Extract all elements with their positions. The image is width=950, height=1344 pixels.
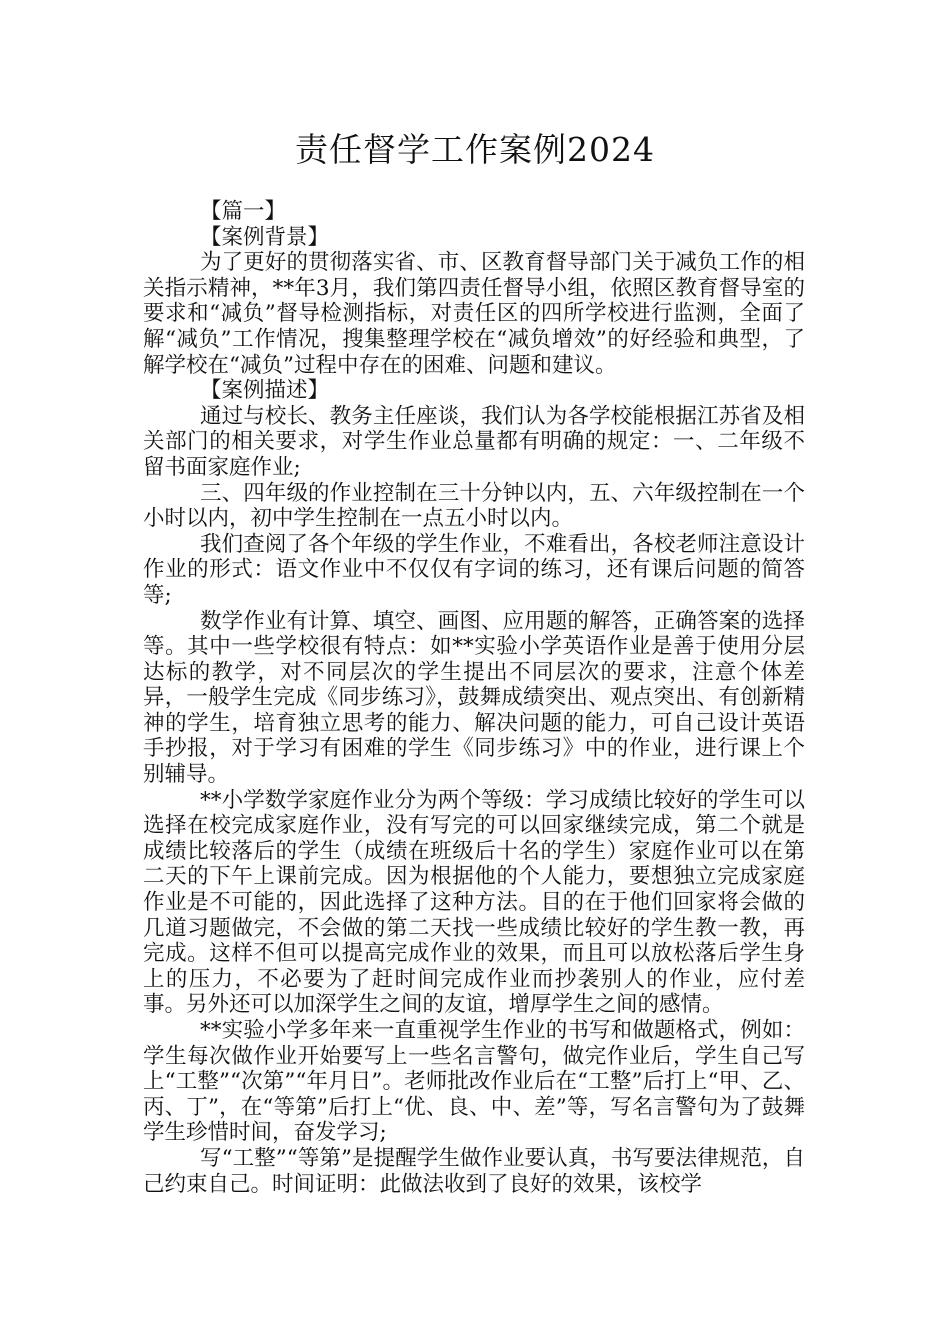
document-title: 责任督学工作案例2024 — [295, 130, 655, 169]
paragraph-description-4: 数学作业有计算、填空、画图、应用题的解答，正确答案的选择等。其中一些学校很有特点：如**实验小学英语作业是善于使用分层达标的教学，对不同层次的学生提出不同层次的要求，注意个体差异，一般学生完成《同步练习》，鼓舞成绩突出、观点突出、有创新精神的学生，培育独立思考的能力、解决问题的能力，可自己设计英语手抄报，对于学习有困难的学生《同步练习》中的作业，进行课上个别辅导。 — [143, 608, 805, 788]
document-body — [143, 199, 805, 1197]
paragraph-description-5: **小学数学家庭作业分为两个等级：学习成绩比较好的学生可以选择在校完成家庭作业，没有写完的可以回家继续完成，第二个就是成绩比较落后的学生（成绩在班级后十名的学生）家庭作业可以在第二天的下午上课前完成。因为根据他的个人能力，要想独立完成家庭作业是不可能的，因此选择了这种方法。目的在于他们回家将会做的几道习题做完，不会做的第二天找一些成绩比较好的学生教一教，再完成。这样不但可以提高完成作业的效果，而且可以放松落后学生身上的压力，不必要为了赶时间完成作业而抄袭别人的作业，应付差事。另外还可以加深学生之间的友谊，增厚学生之间的感情。 — [143, 787, 805, 1018]
paragraph-description-2: 三、四年级的作业控制在三十分钟以内，五、六年级控制在一个小时以内，初中学生控制在一点五小时以内。 — [143, 480, 805, 532]
section-heading-description: 【案例描述】 — [200, 378, 330, 404]
paragraph-description-7: 写“工整”“等第”是提醒学生做作业要认真，书写要法律规范，自己约束自己。时间证明：此做法收到了良好的效果，该校学 — [143, 1145, 805, 1197]
paragraph-description-3: 我们查阅了各个年级的学生作业，不难看出，各校老师注意设计作业的形式：语文作业中不仅仅有字词的练习，还有课后问题的简答等; — [143, 531, 805, 608]
paragraph-description-6: **实验小学多年来一直重视学生作业的书写和做题格式，例如：学生每次做作业开始要写上一些名言警句，做完作业后，学生自己写上“工整”“次第”“年月日”。老师批改作业后在“工整”后打上“甲、乙、丙、丁”，在“等第”后打上“优、良、中、差”等，写名言警句为了鼓舞学生珍惜时间，奋发学习; — [143, 1018, 805, 1146]
section-heading-background: 【案例背景】 — [200, 224, 330, 250]
paragraph-background-1: 为了更好的贯彻落实省、市、区教育督导部门关于减负工作的相关指示精神，**年3月，我们第四责任督导小组，依照区教育督导室的要求和“减负”督导检测指标，对责任区的四所学校进行监测，全面了解“减负”工作情况，搜集整理学校在“减负增效”的好经验和典型，了解学校在“减负”过程中存在的困难、问题和建议。 — [143, 250, 805, 378]
section-heading-part1: 【篇一】 — [200, 199, 287, 224]
paragraph-description-1: 通过与校长、教务主任座谈，我们认为各学校能根据江苏省及相关部门的相关要求，对学生作业总量都有明确的规定：一、二年级不留书面家庭作业; — [143, 403, 805, 480]
